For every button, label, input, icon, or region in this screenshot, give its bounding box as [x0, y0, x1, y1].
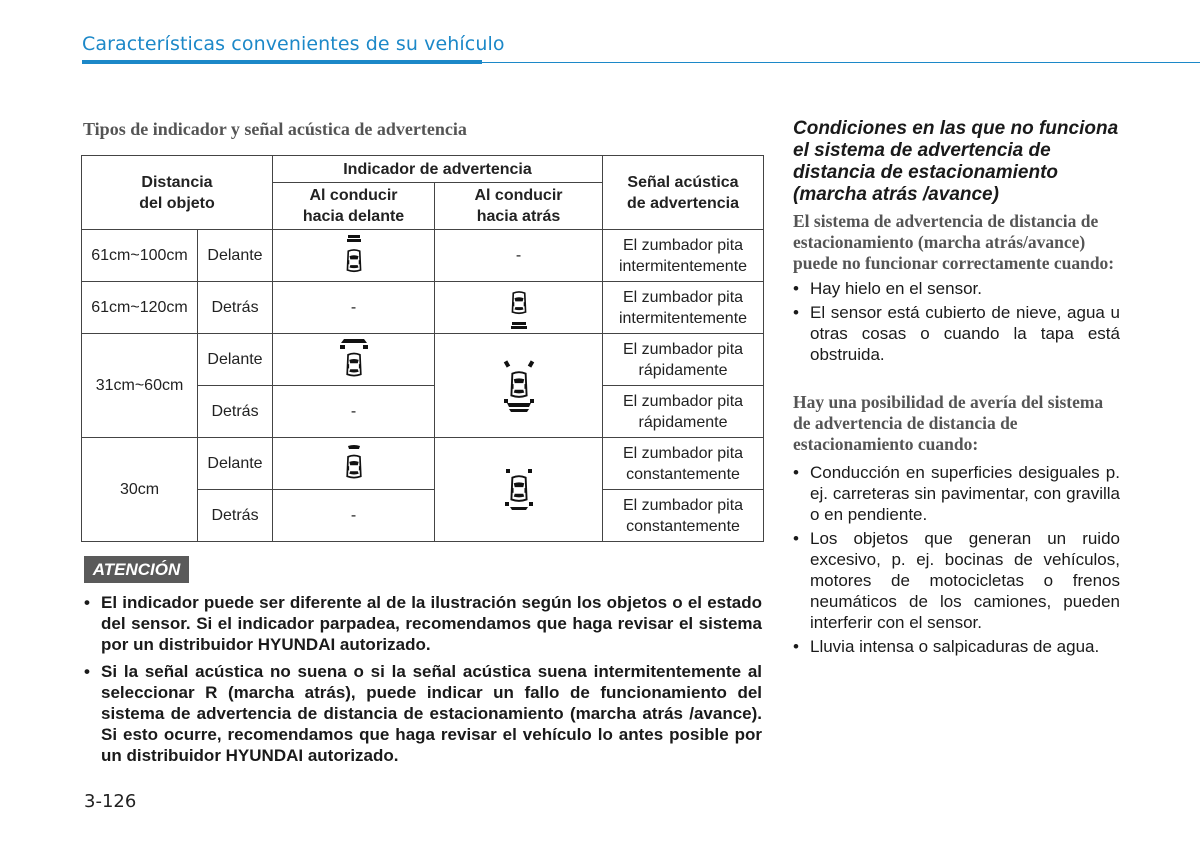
direction-cell: Detrás	[198, 282, 273, 334]
list-item: • Lluvia intensa o salpicaduras de agua.	[793, 636, 1120, 657]
attention-item: • Si la señal acústica no suena o si la señal acústica suena intermitentemente al seleccionar R (marcha atrás), puede indicar un fallo de funcionamiento del sistema de advertencia de distancia de estacionamiento (marcha atrás /avance). Si esto ocurre, recomendamos que haga revisar el vehículo lo antes posible por un distribuidor HYUNDAI autorizado.	[84, 661, 762, 766]
forward-indicator-cell: -	[273, 282, 435, 334]
sound-cell: El zumbador pita rápidamente	[603, 334, 764, 386]
page-number: 3-126	[84, 791, 137, 812]
distance-cell: 31cm~60cm	[82, 334, 198, 438]
sound-cell: El zumbador pita intermitentemente	[603, 282, 764, 334]
header-rule-thin	[482, 62, 1200, 63]
header-sound: Señal acústica de advertencia	[603, 156, 764, 230]
forward-indicator-cell	[273, 438, 435, 490]
distance-cell: 30cm	[82, 438, 198, 542]
sound-cell: El zumbador pita constantemente	[603, 438, 764, 490]
conditions-list	[793, 278, 1120, 365]
sound-cell: El zumbador pita rápidamente	[603, 386, 764, 438]
car-all-sensors-near-icon	[494, 463, 544, 517]
direction-cell: Delante	[198, 334, 273, 386]
sound-cell: El zumbador pita constantemente	[603, 490, 764, 542]
conditions-title: Condiciones en las que no funciona el sistema de advertencia de distancia de estacionamiento (marcha atrás /avance)	[793, 118, 1119, 205]
car-front-sensor-near-icon	[334, 443, 374, 485]
table-row	[82, 282, 764, 334]
sound-cell: El zumbador pita intermitentemente	[603, 230, 764, 282]
reverse-indicator-cell	[435, 438, 603, 542]
list-item: • El sensor está cubierto de nieve, agua u otras cosas o cuando la tapa está obstruida.	[793, 302, 1120, 365]
distance-cell: 61cm~100cm	[82, 230, 198, 282]
section-heading: Tipos de indicador y señal acústica de advertencia	[83, 119, 467, 139]
forward-indicator-cell: -	[273, 386, 435, 438]
reverse-indicator-cell	[435, 282, 603, 334]
list-item: • Conducción en superficies desiguales p. ej. carreteras sin pavimentar, con gravilla o en pendiente.	[793, 462, 1120, 525]
failure-subheading: Hay una posibilidad de avería del sistema de advertencia de distancia de estacionamiento cuando:	[793, 392, 1104, 454]
list-item: • Hay hielo en el sensor.	[793, 278, 1120, 299]
direction-cell: Delante	[198, 230, 273, 282]
header-forward: Al conducir hacia delante	[273, 183, 435, 230]
header-indicator: Indicador de advertencia	[273, 156, 603, 183]
direction-cell: Detrás	[198, 490, 273, 542]
failure-list	[793, 462, 1120, 657]
forward-indicator-cell	[273, 334, 435, 386]
car-all-sensors-mid-icon	[494, 357, 544, 415]
indicator-table	[81, 155, 764, 542]
attention-badge: ATENCIÓN	[84, 556, 189, 583]
table-row	[82, 230, 764, 282]
reverse-indicator-cell	[435, 334, 603, 438]
right-column	[793, 118, 1120, 660]
car-rear-sensor-far-icon	[499, 286, 539, 330]
header-reverse: Al conducir hacia atrás	[435, 183, 603, 230]
car-front-sensor-mid-icon	[332, 337, 376, 383]
forward-indicator-cell	[273, 230, 435, 282]
attention-item: • El indicador puede ser diferente al de la ilustración según los objetos o el estado del sensor. Si el indicador parpadea, recomendamos que haga revisar el sistema por un distribuidor HYUNDAI autorizado.	[84, 592, 762, 655]
header-rule	[82, 60, 482, 64]
table-row	[82, 334, 764, 386]
table-row	[82, 438, 764, 490]
conditions-subheading: El sistema de advertencia de distancia de estacionamiento (marcha atrás/avance) puede no funcionar correctamente cuando:	[793, 211, 1115, 273]
header-distance: Distancia del objeto	[82, 156, 273, 230]
attention-list	[84, 592, 762, 772]
direction-cell: Detrás	[198, 386, 273, 438]
reverse-indicator-cell: -	[435, 230, 603, 282]
car-front-sensor-far-icon	[334, 234, 374, 278]
list-item: • Los objetos que generan un ruido excesivo, p. ej. bocinas de vehículos, motores de motocicletas o frenos neumáticos de los camiones, pueden interferir con el sensor.	[793, 528, 1120, 633]
distance-cell: 61cm~120cm	[82, 282, 198, 334]
direction-cell: Delante	[198, 438, 273, 490]
forward-indicator-cell: -	[273, 490, 435, 542]
header-title: Características convenientes de su vehículo	[82, 33, 505, 55]
